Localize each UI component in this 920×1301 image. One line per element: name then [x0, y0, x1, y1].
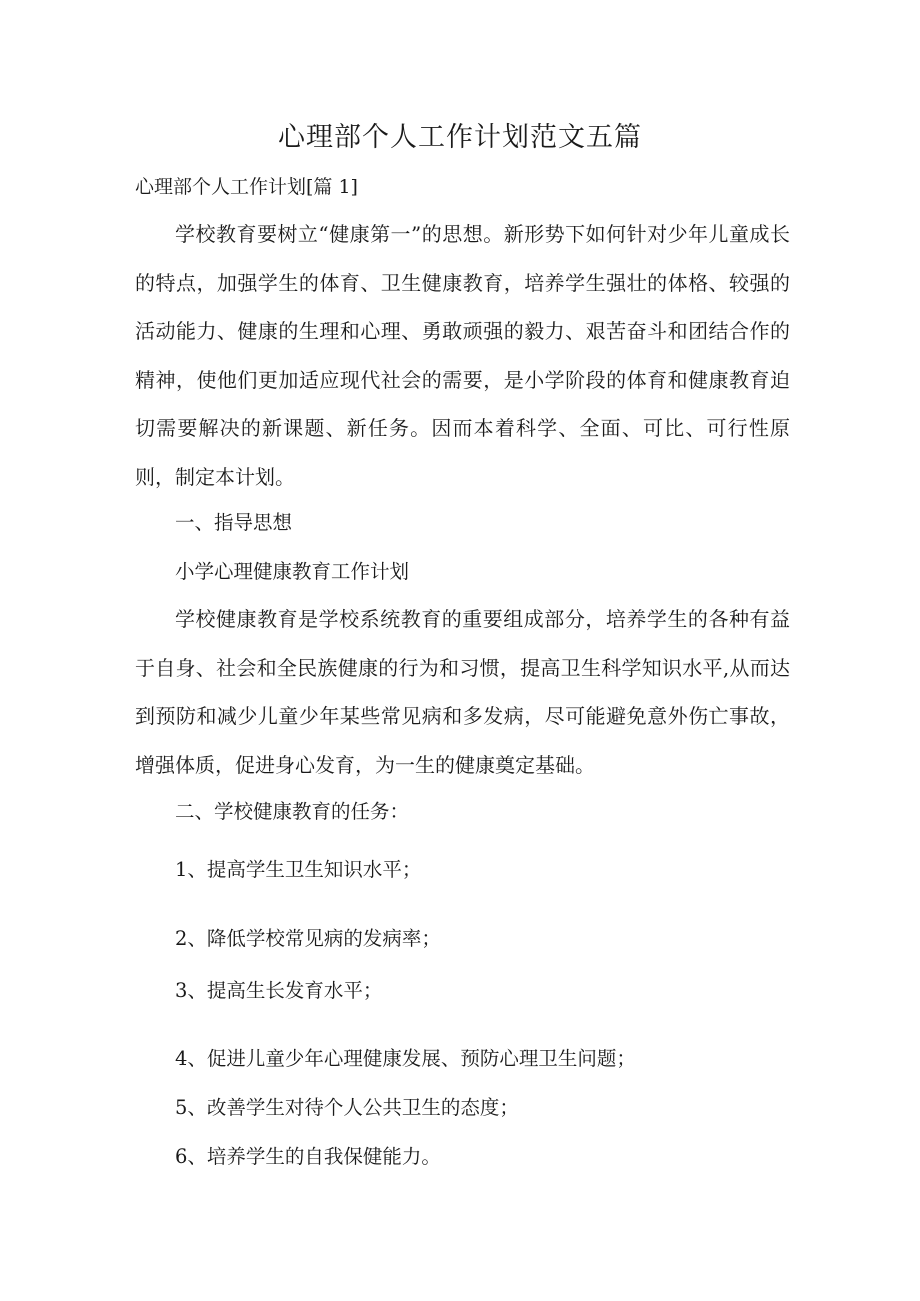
task-item: 4、促进儿童少年心理健康发展、预防心理卫生问题； — [175, 1047, 636, 1070]
section2-heading: 二、学校健康教育的任务： — [175, 800, 410, 823]
task-item: 5、改善学生对待个人公共卫生的态度； — [175, 1096, 519, 1119]
intro-paragraph: 学校教育要树立“健康第一”的思想。新形势下如何针对少年儿童成长的特点，加强学生的体育、卫生健康教育，培养学生强壮的体格、较强的活动能力、健康的生理和心理、勇敢顽强的毅力、艰苦奋斗和团结合作的精神，使他们更加适应现代社会的需要，是小学阶段的体育和健康教育迫切需要解决的新课题、新任务。因而本着科学、全面、可比、可行性原则，制定本计划。 — [135, 222, 790, 489]
task-item: 1、提高学生卫生知识水平； — [175, 858, 422, 881]
document-subtitle: 心理部个人工作计划[篇 1] — [135, 176, 358, 198]
task-item: 6、培养学生的自我保健能力。 — [175, 1145, 441, 1168]
document-title: 心理部个人工作计划范文五篇 — [278, 122, 642, 153]
section1-subheading: 小学心理健康教育工作计划 — [175, 560, 410, 583]
task-item: 2、降低学校常见病的发病率； — [175, 927, 441, 950]
section1-paragraph: 学校健康教育是学校系统教育的重要组成部分，培养学生的各种有益于自身、社会和全民族健康的行为和习惯，提高卫生科学知识水平,从而达到预防和减少儿童少年某些常见病和多发病，尽可能避免意外伤亡事故，增强体质，促进身心发育，为一生的健康奠定基础。 — [135, 607, 790, 777]
section1-heading: 一、指导思想 — [175, 511, 293, 534]
task-item: 3、提高生长发育水平； — [175, 979, 383, 1002]
